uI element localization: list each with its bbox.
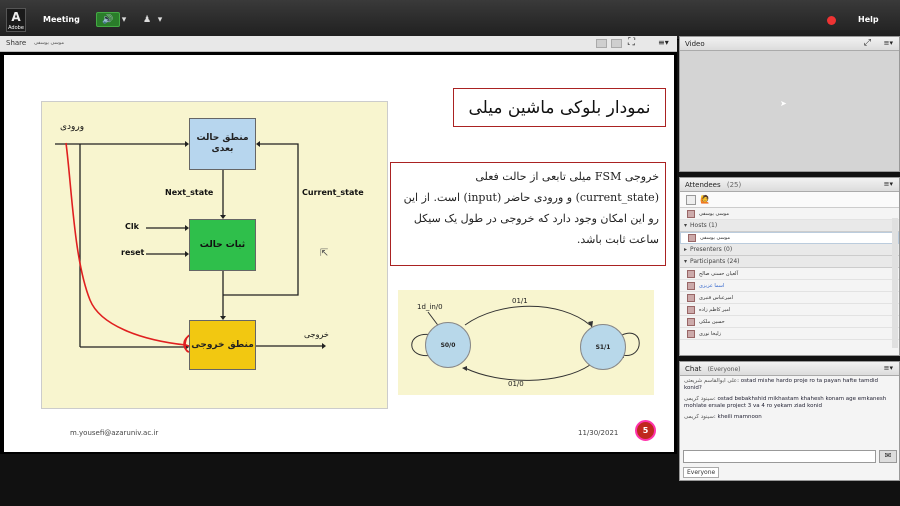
participant-row[interactable] [680, 292, 899, 304]
attendees-toolbar [680, 192, 899, 208]
attendees-header [680, 178, 899, 192]
chat-message: علی ابوالقاسم شریعتی: ostad mishe hardo proje ro ta payan hafte tamdid konid? [684, 378, 878, 391]
hosts-label: Hosts (1) [690, 222, 718, 229]
adobe-logo: A Adobe [6, 8, 26, 32]
chat-text: ostad mishe hardo proje ro ta payan hafte tamdid konid? [684, 378, 878, 391]
state-register-block: ثبات حالت [189, 219, 256, 271]
fsm-state-s0: S0/0 [425, 322, 471, 368]
chat-header [680, 362, 899, 376]
fsm-state-s1: S1/1 [580, 324, 626, 370]
input-label: ورودی [60, 122, 85, 132]
participant-name: حسین ملکی [699, 318, 725, 325]
chevron-down-icon: ▾ [157, 14, 163, 25]
attendees-title: Attendees [685, 181, 721, 189]
fullscreen-icon[interactable]: ⤢ [863, 38, 871, 48]
fsm-edge-top-label: 01/1 [512, 297, 528, 305]
presenter-name: موسی یوسفی [34, 40, 65, 46]
fullscreen-icon[interactable]: ⛶ [628, 37, 635, 48]
video-area [680, 51, 899, 171]
fsm-edge-bottom-label: 01/0 [508, 380, 524, 388]
person-icon [687, 318, 695, 326]
output-label: خروجی [304, 330, 329, 339]
chat-sender: علی ابوالقاسم شریعتی [684, 378, 738, 384]
participant-row[interactable] [680, 304, 899, 316]
slide-number: 5 [635, 420, 656, 441]
host-icon [688, 234, 696, 242]
help-menu[interactable]: Help [858, 15, 879, 24]
person-icon [687, 330, 695, 338]
send-icon: ✉ [884, 451, 892, 460]
participant-name: آلعیان حسنی صالح [699, 270, 738, 277]
tab-everyone[interactable]: Everyone [683, 467, 719, 478]
chat-sender: سینود کریمی [684, 396, 714, 402]
meeting-menu[interactable]: Meeting [43, 15, 80, 24]
chat-title: Chat [685, 365, 702, 373]
chat-sender: سینود کریمی [684, 414, 714, 420]
person-icon: ♟ [142, 14, 152, 25]
attendees-pod [679, 177, 900, 356]
slide-title: نمودار بلوکی ماشین میلی [453, 88, 666, 127]
chat-message: سینود کریمی: kheili mamnoon [684, 414, 762, 420]
chat-scope: (Everyone) [707, 366, 741, 373]
chat-pod [679, 361, 900, 481]
fsm-loop-label: 1d_in/0 [417, 303, 443, 311]
video-title: Video [685, 40, 705, 48]
pod-menu-icon[interactable]: ≡▾ [658, 38, 669, 47]
chat-text: ostad bebakhshid mikhastam khahesh konam age emkanesh mohlate ersale project 3 va 4 ro yekam ziad konid [684, 396, 887, 409]
participants-label: Participants (24) [690, 258, 740, 265]
participant-name: امیرعباس قنبری [699, 294, 734, 301]
mouse-pointer-icon: ➤ [780, 99, 787, 108]
slide-description: خروجی FSM میلی تابعی از حالت فعلی (current_state) و ورودی حاضر (input) است. از این رو این امکان وجود دارد که خروجی در طول یک سیکل ساعت ثابت باشد. [390, 162, 666, 266]
participant-row[interactable] [680, 328, 899, 340]
status-icon[interactable]: 🙋 [700, 195, 710, 204]
pod-menu-icon[interactable]: ≡▾ [883, 39, 893, 47]
footer-email: m.yousefi@azaruniv.ac.ir [70, 429, 159, 437]
participant-name: امیر کاظم زاده [699, 306, 731, 313]
attendees-scrollbar[interactable] [892, 218, 898, 348]
speaker-icon: 🔊 [102, 14, 114, 25]
participant-row[interactable] [680, 316, 899, 328]
chat-input[interactable] [683, 450, 876, 463]
next-state-logic-block: منطق حالت بعدی [189, 118, 256, 170]
participant-row[interactable] [680, 268, 899, 280]
host-name: موسی یوسفی [700, 235, 731, 241]
participant-row[interactable] [680, 280, 899, 292]
my-status-row[interactable] [680, 208, 899, 220]
person-icon [687, 270, 695, 278]
participant-name: زلیخا نوری [699, 330, 722, 337]
chevron-down-icon: ▾ [121, 14, 127, 25]
clk-label: Clk [125, 222, 139, 231]
reset-label: reset [121, 248, 145, 257]
chat-message: سینود کریمی: ostad bebakhshid mikhastam khahesh konam age emkanesh mohlate ersale project 3 va 4 ro yekam ziad konid [684, 396, 887, 409]
person-icon [687, 306, 695, 314]
presenters-section[interactable]: ▸ Presenters (0) [680, 244, 899, 256]
person-icon [687, 210, 695, 218]
pod-menu-icon[interactable]: ≡▾ [883, 364, 893, 372]
list-view-icon[interactable] [686, 195, 696, 205]
logo-label: Adobe [8, 25, 24, 31]
current-state-label: Current_state [302, 188, 364, 197]
participant-name: اسما عزیزی [699, 282, 725, 289]
chat-text: kheili mamnoon [717, 414, 762, 420]
host-row[interactable] [680, 232, 899, 244]
next-state-label: Next_state [165, 188, 214, 197]
person-icon [687, 282, 695, 290]
my-name: موسی یوسفی [699, 210, 730, 217]
attendees-count: (25) [726, 181, 742, 189]
pod-menu-icon[interactable]: ≡▾ [883, 180, 893, 188]
share-title: Share [6, 39, 27, 47]
hosts-section[interactable]: ▾ Hosts (1) [680, 220, 899, 232]
presenters-label: Presenters (0) [690, 246, 733, 253]
video-header [680, 37, 899, 51]
footer-date: 11/30/2021 [578, 429, 619, 437]
output-logic-block: منطق خروجی [189, 320, 256, 370]
send-button[interactable] [879, 450, 897, 463]
person-icon [687, 294, 695, 302]
participants-section[interactable]: ▾ Participants (24) [680, 256, 899, 268]
mouse-cursor-icon: ⇱ [320, 248, 329, 259]
